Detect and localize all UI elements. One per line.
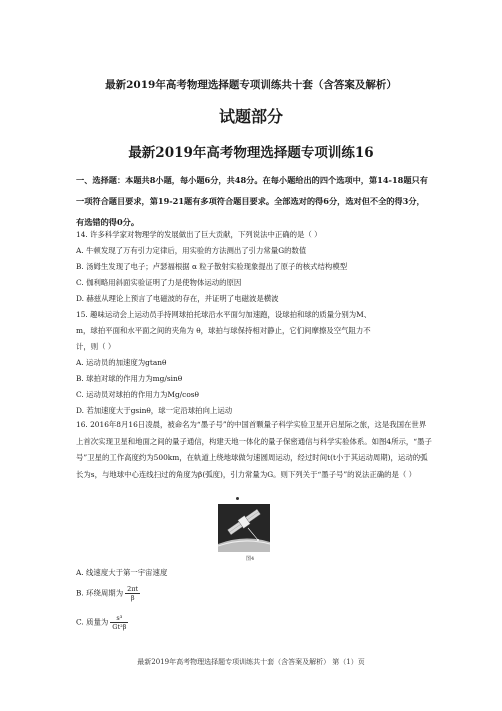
q15-option-a: A. 运动员的加速度为gtanθ <box>76 358 167 367</box>
satellite-figure-image <box>218 504 270 552</box>
q16-option-b-text: B. 环绕周期为 <box>76 588 124 598</box>
fraction-denominator: Gt²β <box>112 623 127 631</box>
fraction-numerator: 2πt <box>127 585 139 593</box>
section-heading: 试题部分 <box>218 107 283 126</box>
document-title: 最新2019年高考物理选择题专项训练共十套（含答案及解析） <box>105 79 397 91</box>
instructions-paragraph: 一、选择题：本题共8小题，每小题6分，共48分。在每小题给出的四个选项中，第14-18题只有一项符合题目要求，第19-21题有多项符合题目要求。全部选对的得6分，选对但不全的得3分，有选错的得0分。 <box>76 175 428 227</box>
q14-stem: 14. 许多科学家对物理学的发展做出了巨大贡献，下列说法中正确的是（ ） <box>76 230 322 239</box>
q16-option-a: A. 线速度大于第一宇宙速度 <box>76 568 168 577</box>
q15-option-b: B. 球拍对球的作用力为mg/sinθ <box>76 374 183 383</box>
q15-option-d: D. 若加速度大于gsinθ，球一定沿球拍向上运动 <box>76 406 233 415</box>
q16-option-b-fraction <box>125 585 140 602</box>
q15-option-c: C. 运动员对球拍的作用力为Mg/cosθ <box>76 390 200 399</box>
q16-stem: 16. 2016年8月16日凌晨，被命名为“墨子号”的中国首颗量子科学实验卫星开启星际之旅，这是我国在世界上首次实现卫星和地面之间的量子通信，构建天地一体化的量子保密通信与科学实验体系。如图4所示，“墨子号”卫星的工作高度约为500km，在轨道上绕地球做匀速圆周运动，经过时间t(t小于其运动周期)，运动的弧长为s，与地球中心连线扫过的角度为β(弧度)，引力常量为G。则下列关于“墨子号”的说法正确的是（ ） <box>76 420 432 479</box>
fraction-numerator: s³ <box>110 614 128 623</box>
q16-option-b <box>76 585 436 602</box>
q14-option-a: A. 牛顿发现了万有引力定律后，用实验的方法测出了引力常量G的数值 <box>76 246 307 255</box>
q15-stem-line-3: 计，则（ ） <box>76 342 116 351</box>
fraction-denominator: β <box>130 594 135 602</box>
q16-option-c-text: C. 质量为 <box>76 617 109 627</box>
q14-option-c: C. 伽利略用斜面实验证明了力是使物体运动的原因 <box>76 278 242 287</box>
figure-marker <box>236 497 239 500</box>
page-footer: 最新2019年高考物理选择题专项训练共十套（含答案及解析） 第（1）页 <box>137 658 365 666</box>
q15-stem-line-2: m，球拍平面和水平面之间的夹角为 θ，球拍与球保持相对静止，它们间摩擦及空气阻力不 <box>76 326 371 335</box>
q14-option-b: B. 汤姆生发现了电子；卢瑟福根据 α 粒子散射实验现象提出了原子的核式结构模型 <box>76 262 348 271</box>
set-title: 最新2019年高考物理选择题专项训练16 <box>128 145 374 161</box>
q16-option-c-fraction <box>110 614 128 631</box>
satellite-illustration <box>218 504 270 552</box>
q14-option-d: D. 赫兹从理论上预言了电磁波的存在，并证明了电磁波是横波 <box>76 294 279 303</box>
figure-label: 图4 <box>246 556 255 562</box>
q15-stem-line-1: 15. 趣味运动会上运动员手持网球拍托球沿水平面匀加速跑，设球拍和球的质量分别为M、 <box>76 310 372 319</box>
q16-option-c <box>76 614 436 631</box>
